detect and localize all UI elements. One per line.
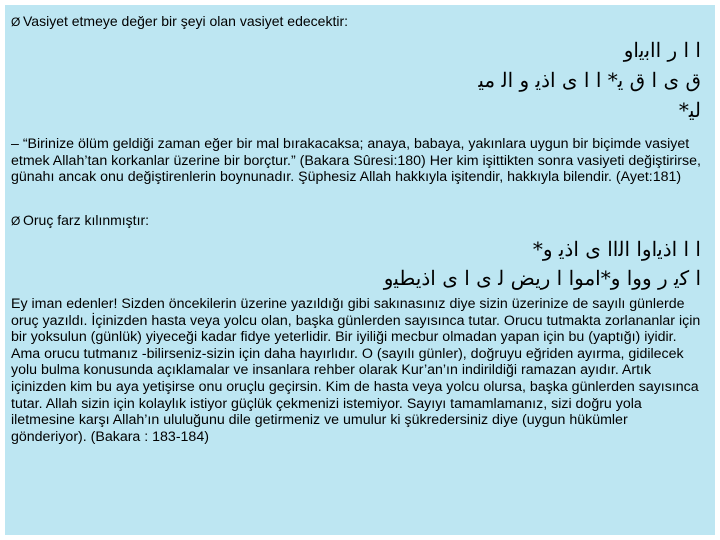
bullet-text: Vasiyet etmeye değer bir şeyi olan vasiyet edecektir: xyxy=(23,13,349,29)
arabic-verse-line: ﺍ ﺍ ﺍﺫﻳﺍﻭﺍ ﺍﻟﺍﺍ ﻯ ﺍﺫﻳ ﻭ* xyxy=(532,237,701,261)
bullet-vasiyet xyxy=(11,13,348,29)
bullet-text: Oruç farz kılınmıştır: xyxy=(23,212,150,228)
translation-paragraph: – “Birinize ölüm geldiği zaman eğer bir mal bırakacaksa; anaya, babaya, yakınlara uygun bir biçimde vasiyet etmek Allah’tan korkanlar üzerine bir borçtur.” (Bakara Sûresi:180) Her kim işittikten sonra vasiyeti değiştirirse, günahı ancak onu değiştirenlerin boynunadır. Şüphesiz Allah hakkıyla işitendir, hakkıyla bilendir. (Ayet:181) xyxy=(11,136,701,186)
arabic-verse-line: ﻟﻴ* xyxy=(678,98,701,122)
arabic-verse-line: ﻕ ﻯ ﺍ ﻕ ﻳ* ﺍ ﺍ ﻯ ﺍﺫﻳ ﻭ ﺍﻟ ﻣﻴ xyxy=(478,68,701,92)
arabic-verse-line: ﺍ ﺍ ﺭ ﺍﺍﺑﻳﺍﻭ xyxy=(623,38,701,62)
arabic-verse-line: ﺍ ﻛﻳ ﺭ ﻭﻭﺍ ﻭ*ﺍﻣﻮﺍ ﺍ ﺭﻳﺾ ﻟ ﻯ ﺍ ﻯ ﺍﺫﻳﻄﻴﻭ xyxy=(383,266,701,290)
bullet-oruc xyxy=(11,212,149,228)
arrow-bullet-icon: Ø xyxy=(11,15,21,29)
slide xyxy=(5,5,715,535)
translation-paragraph: Ey iman edenler! Sizden öncekilerin üzerine yazıldığı gibi sakınasınız diye sizin üzerinize de sayılı günlerde oruç yazıldı. İçinizden hasta veya yolcu olan, başka günlerden sayısınca tutar. Orucu tutmakta zorlananlar için bir yoksulun (günlük) yiyeceği kadar fidye yeterlidir. Bir iyiliği mecbur olmadan yapan için bu (yaptığı) iyidir. Ama orucu tutmanız -bilirseniz-sizin için daha hayırlıdır. O (sayılı günler), doğruyu eğriden ayırma, gidilecek yolu bulma konusunda açıklamalar ve insanlara rehber olarak Kur’an’ın indirildiği ramazan ayıdır. Artık içinizden kim bu aya yetişirse onu oruçlu geçirsin. Kim de hasta veya yolcu olursa, başka günlerden sayısınca tutar. Allah sizin için kolaylık istiyor güçlük çekmenizi istemiyor. Sayıyı tamamlamanız, sizi doğru yola iletmesine karşı Allah’ın ululuğunu dile getirmeniz ve umulur ki şükredersiniz diye (uygun hükümler gönderiyor). (Bakara : 183-184) xyxy=(11,296,701,445)
arrow-bullet-icon: Ø xyxy=(11,214,21,228)
